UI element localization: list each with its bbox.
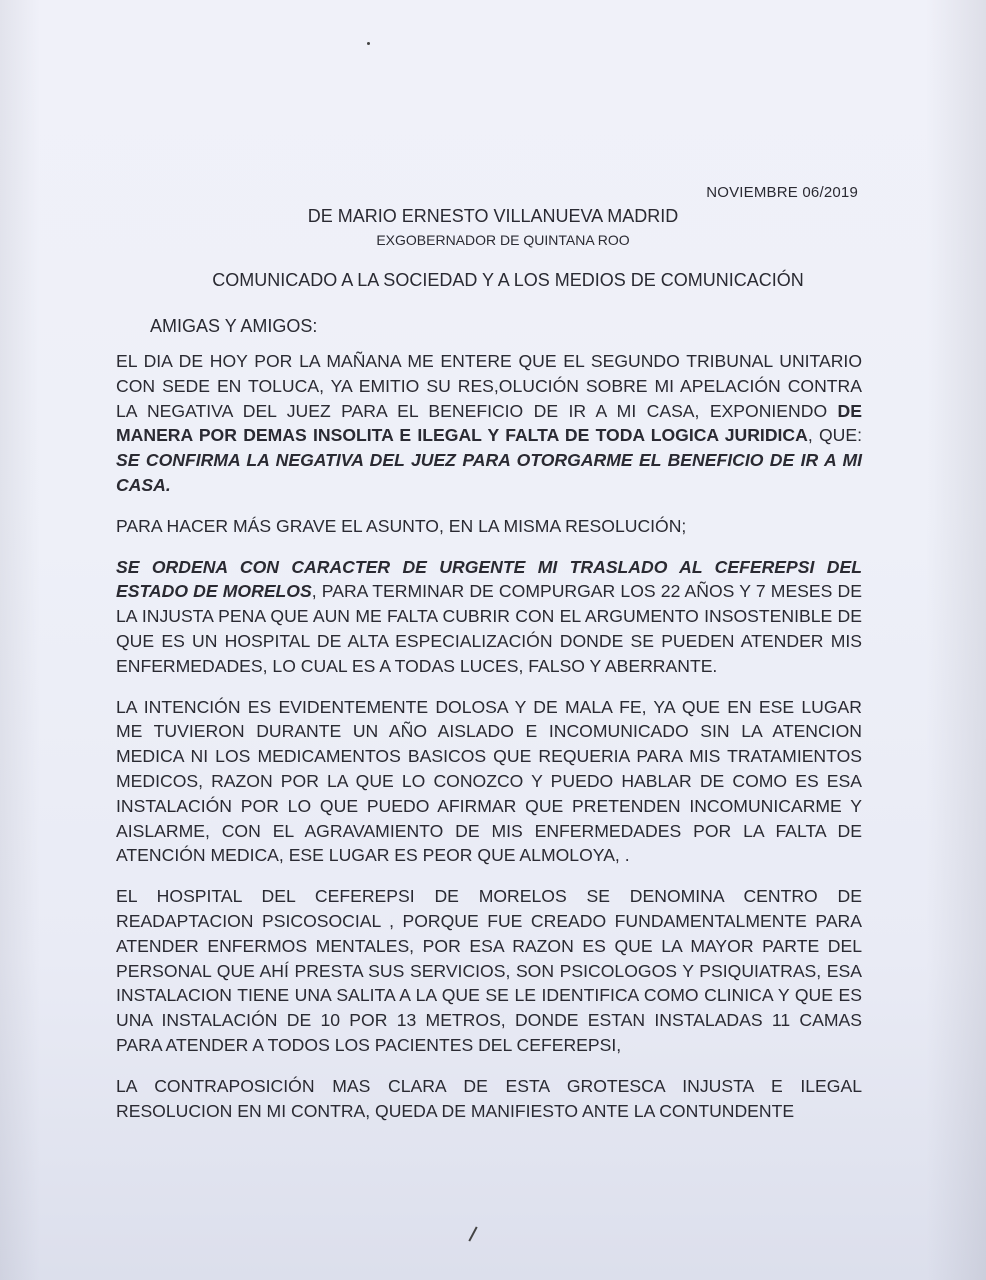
document-subject: COMUNICADO A LA SOCIEDAD Y A LOS MEDIOS DE COMUNICACIÓN [212, 270, 804, 290]
author-name: DE MARIO ERNESTO VILLANUEVA MADRID [307, 206, 679, 226]
ink-dot-mark [367, 42, 370, 45]
greeting: AMIGAS Y AMIGOS: [150, 316, 318, 336]
page-shadow-left [0, 0, 40, 1280]
paragraph-1 [116, 349, 862, 498]
document-date: NOVIEMBRE 06/2019 [706, 184, 858, 201]
document-body [116, 349, 862, 1139]
pen-stroke-mark [468, 1226, 477, 1241]
paragraph-2: PARA HACER MÁS GRAVE EL ASUNTO, EN LA MISMA RESOLUCIÓN; [116, 515, 687, 536]
paragraph-4: LA INTENCIÓN ES EVIDENTEMENTE DOLOSA Y DE MALA FE, YA QUE EN ESE LUGAR ME TUVIERON DURANTE UN AÑO AISLADO E INCOMUNICADO SIN LA ATENCION MEDICA NI LOS MEDICAMENTOS BASICOS QUE REQUERIA PARA MIS TRATAMIENTOS MEDICOS, RAZON POR LA QUE LO CONOZCO Y PUEDO HABLAR DE COMO ES ESA INSTALACIÓN POR LO QUE PUEDO AFIRMAR QUE PRETENDEN INCOMUNICARME Y AISLARME, CON EL AGRAVAMIENTO DE MIS ENFERMEDADES POR LA FALTA DE ATENCIÓN MEDICA, ESE LUGAR ES PEOR QUE ALMOLOYA, . [116, 696, 862, 866]
paragraph-1-bold-italic: SE CONFIRMA LA NEGATIVA DEL JUEZ PARA OTORGARME EL BENEFICIO DE IR A MI CASA. [116, 450, 862, 495]
paragraph-6: LA CONTRAPOSICIÓN MAS CLARA DE ESTA GROTESCA INJUSTA E ILEGAL RESOLUCION EN MI CONTRA, QUEDA DE MANIFIESTO ANTE LA CONTUNDENTE [116, 1075, 862, 1121]
paragraph-5: EL HOSPITAL DEL CEFEREPSI DE MORELOS SE DENOMINA CENTRO DE READAPTACION PSICOSOCIAL , PORQUE FUE CREADO FUNDAMENTALMENTE PARA ATENDER ENFERMOS MENTALES, POR ESA RAZON ES QUE LA MAYOR PARTE DEL PERSONAL QUE AHÍ PRESTA SUS SERVICIOS, SON PSICOLOGOS Y PSIQUIATRAS, ESA INSTALACION TIENE UNA SALITA A LA QUE SE LE IDENTIFICA COMO CLINICA Y QUE ES UNA INSTALACIÓN DE 10 POR 13 METROS, DONDE ESTAN INSTALADAS 11 CAMAS PARA ATENDER A TODOS LOS PACIENTES DEL CEFEREPSI, [116, 886, 862, 1055]
paragraph-1-text-cont: , QUE: [807, 425, 862, 446]
paragraph-1-text: EL DIA DE HOY POR LA MAÑANA ME ENTERE QUE EL SEGUNDO TRIBUNAL UNITARIO CON SEDE EN TOLUCA, YA EMITIO SU RES,OLUCIÓN SOBRE MI APELACIÓN CONTRA LA NEGATIVA DEL JUEZ PARA EL BENEFICIO DE IR A MI CASA, EXPONIENDO [116, 351, 862, 421]
paragraph-3-bold-italic: SE ORDENA CON CARACTER DE URGENTE MI TRASLADO AL CEFEREPSI DEL ESTADO DE MORELOS [116, 556, 862, 602]
paragraph-3 [116, 555, 862, 679]
page-shadow-right [926, 0, 986, 1280]
author-title: EXGOBERNADOR DE QUINTANA ROO [376, 232, 630, 248]
paragraph-3-text: , PARA TERMINAR DE COMPURGAR LOS 22 AÑOS Y 7 MESES DE LA INJUSTA PENA QUE AUN ME FALTA CUBRIR CON EL ARGUMENTO INSOSTENIBLE DE QUE ES UN HOSPITAL DE ALTA ESPECIALIZACIÓN DONDE SE PUEDEN ATENDER MIS ENFERMEDADES, LO CUAL ES A TODAS LUCES, FALSO Y ABERRANTE. [116, 581, 862, 676]
paragraph-1-bold: DE MANERA POR DEMAS INSOLITA E ILEGAL Y FALTA DE TODA LOGICA JURIDICA [116, 400, 862, 446]
